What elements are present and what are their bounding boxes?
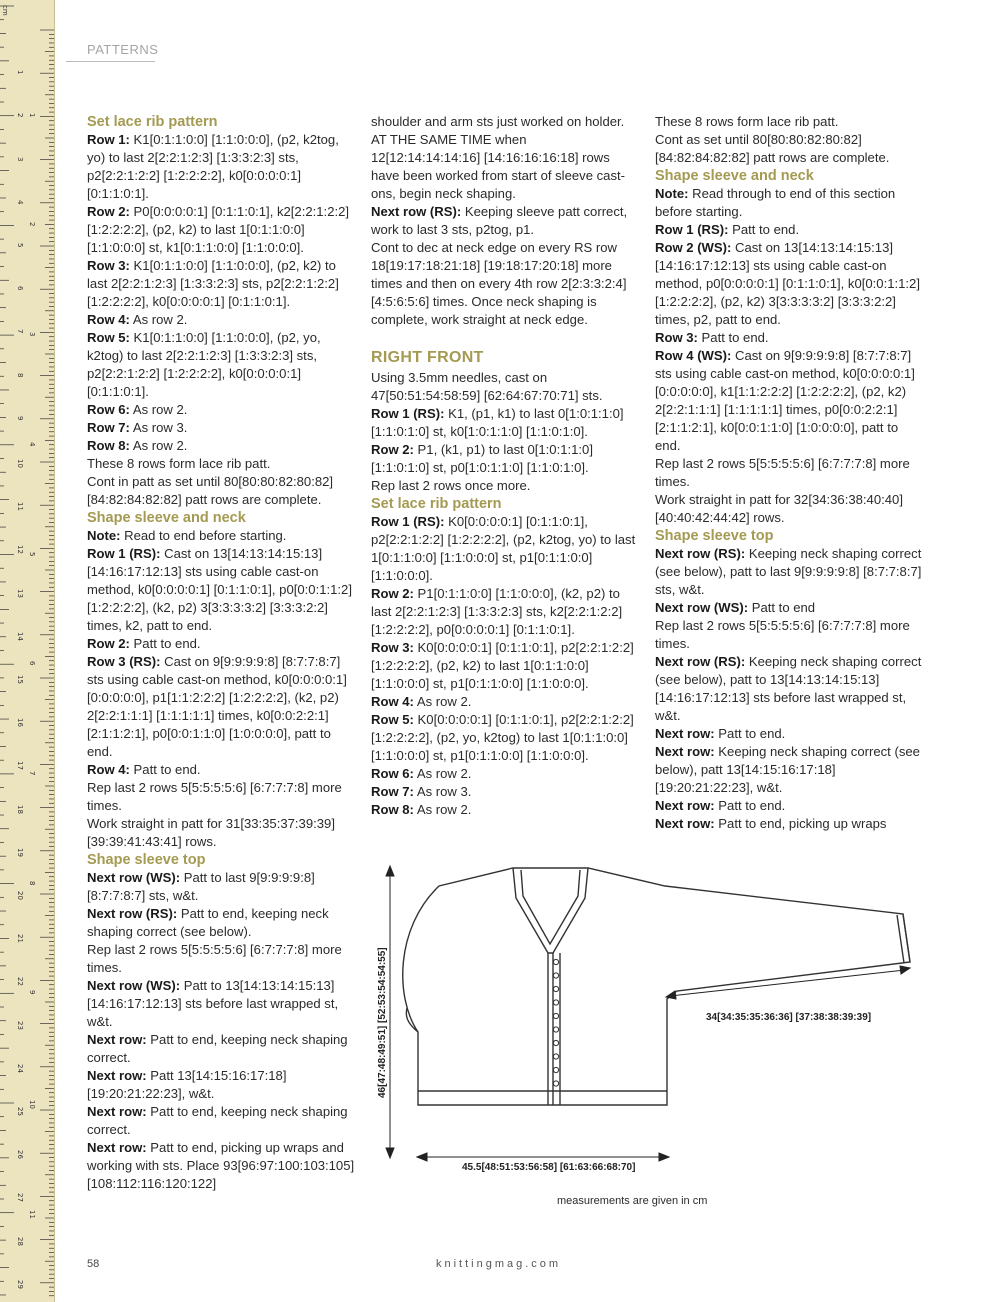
section-heading: RIGHT FRONT	[371, 349, 484, 366]
instruction-line	[371, 639, 639, 693]
instruction-label: Next row (WS):	[655, 600, 749, 615]
buttons	[553, 959, 558, 1086]
subsection-heading: Shape sleeve top	[87, 852, 206, 868]
ruler-inch-number: 10	[28, 1100, 36, 1109]
instruction-text: P1, (k1, p1) to last 0[1:0:1:1:0] [1:1:0:1:0] st, p0[1:0:1:1:0] [1:1:0:1:0].	[371, 442, 593, 475]
instruction-text: Patt to end.	[728, 222, 800, 237]
instruction-text: K1[0:1:1:0:0] [1:1:0:0:0], (p2, k2tog, yo) to last 2[2:2:1:2:3] [1:3:3:2:3] sts, p2[2:2:1:2:2] [1:2:2:2:2], k0[0:0:0:0:1] [0:1:1:0:1].	[87, 132, 339, 201]
instruction-text: Patt 13[14:15:16:17:18] [19:20:21:22:23], w&t.	[87, 1068, 287, 1101]
ruler-strip	[0, 0, 55, 1302]
ruler-cm-number: 8	[16, 372, 24, 378]
instruction-label: Next row:	[655, 816, 715, 831]
paragraph: These 8 rows form lace rib patt.	[655, 114, 839, 129]
instruction-text: Keeping neck shaping correct (see below), patt to 13[14:13:14:15:13] [14:16:17:12:13] sts before last wrapped st, w&t.	[655, 654, 922, 723]
instruction-label: Next row (RS):	[87, 906, 178, 921]
instruction-line	[87, 905, 355, 941]
subsection-heading: Set lace rib pattern	[87, 114, 218, 130]
instruction-line	[655, 185, 923, 221]
ruler-cm-number: 29	[16, 1279, 24, 1289]
subsection-heading: Shape sleeve and neck	[87, 510, 246, 526]
instruction-text: Patt to 13[14:13:14:15:13] [14:16:17:12:13] sts before last wrapped st, w&t.	[87, 978, 339, 1029]
pattern-column-2	[371, 113, 639, 819]
instruction-text: K1[0:1:1:0:0] [1:1:0:0:0], (p2, k2) to last 2[2:2:1:2:3] [1:3:3:2:3] sts, p2[2:2:1:2:2] [1:2:2:2:2], k0[0:0:0:0:1] [0:1:1:0:1].	[87, 258, 339, 309]
cuff-rib	[897, 915, 904, 963]
paragraph: Rep last 2 rows 5[5:5:5:5:6] [6:7:7:7:8] more times.	[655, 456, 910, 489]
instruction-text: As row 2.	[413, 766, 472, 781]
button	[553, 1040, 558, 1045]
instruction-line	[371, 513, 639, 585]
instruction-text: K0[0:0:0:0:1] [0:1:1:0:1], p2[2:2:1:2:2] [1:2:2:2:2], (p2, k2tog, yo) to last 1[0:1:1:0:0] [1:1:0:0:0] st, p1[0:1:1:0:0] [1:1:0:0:0].	[371, 514, 636, 583]
instruction-text: Cast on 9[9:9:9:9:8] [8:7:7:8:7] sts using cable cast-on method, k0[0:0:0:0:1] [0:0:0:0:0], p1[1:1:2:2:2] [1:2:2:2:2], (k2, p2) 2[2:2:1:1:1] [1:1:1:1:1] times, k0[0:0:2:2:1] [2:1:1:2:1], p0[0:0:1:1:0] [1:0:0:0:0], patt to end.	[87, 654, 347, 759]
instruction-label: Row 2:	[87, 204, 130, 219]
instruction-text: K1[0:1:1:0:0] [1:1:0:0:0], (p2, yo, k2tog) to last 2[2:2:1:2:3] [1:3:3:2:3] sts, p2[2:2:1:2:2] [1:2:2:2:2], k0[0:0:0:0:1] [0:1:1:0:1].	[87, 330, 321, 399]
ruler-inch-number: 4	[28, 441, 36, 447]
ruler-inch-number: 6	[28, 661, 36, 666]
instruction-line	[655, 815, 923, 833]
instruction-line	[655, 221, 923, 239]
garment-schematic	[365, 858, 925, 1178]
page-number: 58	[87, 1258, 100, 1270]
instruction-line	[87, 1031, 355, 1067]
ruler-cm-number: 14	[16, 631, 24, 641]
instruction-label: Next row:	[655, 726, 715, 741]
instruction-line	[87, 1103, 355, 1139]
length-label: 46[47:48:49:51] [52:53:54:54:55]	[377, 947, 388, 1098]
paragraph: Work straight in patt for 31[33:35:37:39:39] [39:39:41:43:41] rows.	[87, 816, 335, 849]
ruler-inch-number: 3	[28, 332, 36, 337]
ruler-inch-number: 7	[28, 770, 36, 776]
instruction-text: Patt to end, keeping neck shaping correct (see below).	[87, 906, 329, 939]
ruler-cm-number: 3	[16, 156, 24, 162]
neckband-outer	[513, 868, 588, 953]
instruction-line	[87, 653, 355, 761]
instruction-line	[87, 329, 355, 401]
instruction-label: Row 2:	[87, 636, 130, 651]
instruction-text: K1, (p1, k1) to last 0[1:0:1:1:0] [1:1:0:1:0] st, k0[1:0:1:1:0] [1:1:0:1:0].	[371, 406, 624, 439]
ruler-cm-number: 1	[16, 70, 24, 75]
paragraph: These 8 rows form lace rib patt.	[87, 456, 271, 471]
ruler-cm-number: 16	[16, 718, 24, 728]
instruction-label: Row 4:	[87, 312, 130, 327]
ruler-inch-number: 9	[28, 990, 36, 995]
ruler-inch-number: 11	[28, 1209, 36, 1219]
ruler-cm-number: 17	[16, 761, 24, 771]
instruction-text: Keeping neck shaping correct (see below), patt 13[14:15:16:17:18] [19:20:21:22:23], w&t.	[655, 744, 920, 795]
pattern-column-3	[655, 113, 923, 833]
paragraph: Rep last 2 rows 5[5:5:5:5:6] [6:7:7:7:8] more times.	[655, 618, 910, 651]
instruction-label: Row 2:	[371, 586, 414, 601]
instruction-line	[371, 585, 639, 639]
ruler-unit-label: cm	[1, 5, 9, 16]
ruler-cm-number: 10	[16, 459, 24, 468]
instruction-line	[655, 347, 923, 455]
instruction-line	[87, 635, 355, 653]
instruction-text: Patt to end.	[129, 762, 201, 777]
instruction-label: Row 6:	[371, 766, 414, 781]
instruction-text: Patt to end.	[714, 798, 786, 813]
sleeve-dimension-line	[670, 970, 905, 996]
instruction-label: Row 1 (RS):	[371, 514, 445, 529]
instruction-label: Next row (WS):	[87, 978, 181, 993]
instruction-label: Next row:	[87, 1104, 147, 1119]
instruction-label: Next row (RS):	[371, 204, 462, 219]
paragraph: Cont to dec at neck edge on every RS row 18[19:17:18:21:18] [19:18:17:20:18] more times and then on every 4th row 2[2:3:3:2:4] [4:5:6:5:6] times. Once neck shaping is complete, work straight at neck edge.	[371, 240, 627, 327]
ruler-cm-number: 22	[16, 977, 24, 987]
instruction-line	[655, 545, 923, 599]
ruler-cm-number: 4	[16, 199, 24, 205]
header-divider	[66, 61, 155, 62]
instruction-label: Row 3 (RS):	[87, 654, 161, 669]
ruler-inch-number: 2	[28, 222, 36, 227]
instruction-label: Row 7:	[371, 784, 414, 799]
instruction-label: Next row:	[87, 1068, 147, 1083]
ruler-cm-number: 9	[16, 415, 24, 421]
ruler-cm-number: 28	[16, 1236, 24, 1246]
instruction-line	[655, 599, 923, 617]
instruction-line	[87, 1139, 355, 1193]
paragraph: Cont in patt as set until 80[80:80:82:80:82] [84:82:84:82:82] patt rows are complete.	[87, 474, 334, 507]
instruction-text: As row 2.	[129, 312, 188, 327]
instruction-label: Row 5:	[87, 330, 130, 345]
ruler-cm-number: 19	[16, 847, 24, 857]
instruction-line	[87, 419, 355, 437]
instruction-label: Row 4:	[371, 694, 414, 709]
instruction-label: Row 3:	[655, 330, 698, 345]
instruction-line	[87, 401, 355, 419]
instruction-label: Next row (RS):	[655, 546, 746, 561]
instruction-text: As row 2.	[413, 694, 472, 709]
diagram-caption: measurements are given in cm	[557, 1195, 708, 1207]
ruler-cm-number: 13	[16, 588, 24, 598]
instruction-line	[87, 257, 355, 311]
button	[553, 1067, 558, 1072]
ruler-cm-number: 5	[16, 243, 24, 248]
instruction-label: Next row:	[87, 1140, 147, 1155]
instruction-label: Row 1 (RS):	[655, 222, 729, 237]
ruler-cm-number: 18	[16, 804, 24, 814]
ruler-cm-number: 6	[16, 286, 24, 291]
arrow-left	[417, 1153, 427, 1161]
instruction-label: Row 7:	[87, 420, 130, 435]
instruction-text: Cast on 13[14:13:14:15:13] [14:16:17:12:13] sts using cable cast-on method, p0[0:0:0:0:1] [0:1:1:0:1], k0[0:0:1:1:2] [1:2:2:2:2], (p2, k2) 3[3:3:3:3:2] [3:3:3:2:2] times, p2, patt to end.	[655, 240, 920, 327]
instruction-line	[87, 437, 355, 455]
instruction-line	[371, 693, 639, 711]
instruction-text: Cast on 13[14:13:14:15:13] [14:16:17:12:13] sts using cable cast-on method, k0[0:0:0:0:1] [0:1:1:0:1], p0[0:0:1:1:2] [1:2:2:2:2], (k2, p2) 3[3:3:3:3:2] [3:3:3:2:2] times, k2, patt to end.	[87, 546, 352, 633]
instruction-line	[87, 311, 355, 329]
instruction-text: Patt to end, keeping neck shaping correct.	[87, 1032, 348, 1065]
instruction-line	[87, 977, 355, 1031]
button	[553, 1027, 558, 1032]
instruction-line	[87, 527, 355, 545]
instruction-text: Read to end before starting.	[120, 528, 287, 543]
instruction-label: Next row:	[655, 744, 715, 759]
instruction-text: As row 2.	[413, 802, 472, 817]
instruction-text: As row 3.	[129, 420, 188, 435]
instruction-text: As row 3.	[413, 784, 472, 799]
instruction-line	[87, 131, 355, 203]
paragraph: shoulder and arm sts just worked on holder. AT THE SAME TIME when 12[12:14:14:14:16] [14:16:16:16:18] rows have been worked from start of sleeve cast-ons, begin neck shaping.	[371, 114, 625, 201]
ruler-cm-number: 23	[16, 1020, 24, 1030]
instruction-line	[371, 405, 639, 441]
arrow-right	[659, 1153, 669, 1161]
ruler-cm-number: 27	[16, 1193, 24, 1203]
instruction-line	[87, 545, 355, 635]
instruction-line	[87, 1067, 355, 1103]
instruction-label: Note:	[655, 186, 689, 201]
paragraph: Cont as set until 80[80:80:82:80:82] [84:82:84:82:82] patt rows are complete.	[655, 132, 890, 165]
instruction-text: Patt to end.	[129, 636, 201, 651]
instruction-text: K0[0:0:0:0:1] [0:1:1:0:1], p2[2:2:1:2:2] [1:2:2:2:2], (p2, yo, k2tog) to last 1[0:1:1:0:0] [1:1:0:0:0] st, p1[0:1:1:0:0] [1:1:0:0:0].	[371, 712, 634, 763]
instruction-text: Patt to end, picking up wraps and working with sts. Place 93[96:97:100:103:105] [108:112:116:120:122]	[87, 1140, 355, 1191]
button	[553, 1013, 558, 1018]
arrow-up	[386, 866, 394, 876]
button	[553, 973, 558, 978]
instruction-line	[371, 441, 639, 477]
width-label: 45.5[48:51:53:56:58] [61:63:66:68:70]	[462, 1162, 636, 1173]
ruler-cm-number: 7	[16, 329, 24, 334]
ruler-inch-number: 1	[28, 112, 36, 118]
sleeve-label: 34[34:35:35:36:36] [37:38:38:39:39]	[706, 1012, 872, 1023]
instruction-label: Row 8:	[87, 438, 130, 453]
ruler-inch-number: 5	[28, 551, 36, 556]
instruction-label: Row 8:	[371, 802, 414, 817]
ruler-cm-number: 25	[16, 1107, 24, 1116]
button	[553, 1081, 558, 1086]
ruler-inch-number: 8	[28, 880, 36, 886]
instruction-label: Row 4 (WS):	[655, 348, 732, 363]
instruction-line	[87, 869, 355, 905]
ruler-cm-number: 2	[16, 113, 24, 118]
instruction-line	[371, 203, 639, 239]
arrow-sleeve-end	[900, 966, 910, 974]
instruction-line	[371, 765, 639, 783]
button	[553, 1000, 558, 1005]
ruler-cm-number: 11	[16, 502, 24, 512]
instruction-line	[655, 329, 923, 347]
paragraph: Using 3.5mm needles, cast on 47[50:51:54:58:59] [62:64:67:70:71] sts.	[371, 370, 603, 403]
instruction-label: Row 2:	[371, 442, 414, 457]
neckband-inner	[521, 870, 580, 944]
instruction-text: Patt to end	[748, 600, 816, 615]
subsection-heading: Shape sleeve top	[655, 528, 774, 544]
instruction-line	[87, 203, 355, 257]
instruction-line	[371, 783, 639, 801]
instruction-text: Cast on 9[9:9:9:9:8] [8:7:7:8:7] sts using cable cast-on method, k0[0:0:0:0:1] [0:0:0:0:0], k1[1:1:2:2:2] [1:2:2:2:2], (p2, k2) 2[2:2:1:1:1] [1:1:1:1:1] times, p0[0:0:2:2:1] [2:1:1:2:1], k0[0:0:1:1:0] [1:0:0:0:0], patt to end.	[655, 348, 915, 453]
instruction-label: Row 5:	[371, 712, 414, 727]
paragraph: Rep last 2 rows 5[5:5:5:5:6] [6:7:7:7:8] more times.	[87, 942, 342, 975]
instruction-line	[655, 797, 923, 815]
instruction-label: Next row (RS):	[655, 654, 746, 669]
instruction-text: Patt to end.	[697, 330, 769, 345]
arrow-sleeve-start	[666, 991, 676, 999]
instruction-label: Row 1 (RS):	[87, 546, 161, 561]
instruction-label: Row 6:	[87, 402, 130, 417]
ruler-cm-number: 20	[16, 891, 24, 900]
cardigan-outline	[403, 868, 910, 1105]
instruction-label: Row 3:	[371, 640, 414, 655]
footer-website: knittingmag.com	[436, 1258, 562, 1270]
ruler-cm-number: 26	[16, 1150, 24, 1160]
ruler-cm-number: 12	[16, 545, 24, 555]
instruction-line	[371, 711, 639, 765]
instruction-text: K0[0:0:0:0:1] [0:1:1:0:1], p2[2:2:1:2:2] [1:2:2:2:2], (p2, k2) to last 1[0:1:1:0:0] [1:1:0:0:0] st, p1[0:1:1:0:0] [1:1:0:0:0].	[371, 640, 634, 691]
ruler-cm-number: 21	[16, 934, 24, 944]
paragraph: Rep last 2 rows 5[5:5:5:5:6] [6:7:7:7:8] more times.	[87, 780, 342, 813]
instruction-text: Patt to end, keeping neck shaping correct.	[87, 1104, 348, 1137]
subsection-heading: Shape sleeve and neck	[655, 168, 814, 184]
paragraph: Work straight in patt for 32[34:36:38:40:40] [40:40:42:44:42] rows.	[655, 492, 903, 525]
instruction-label: Row 2 (WS):	[655, 240, 732, 255]
cuff-edge	[903, 914, 910, 962]
button	[553, 1054, 558, 1059]
instruction-label: Next row (WS):	[87, 870, 181, 885]
instruction-text: P1[0:1:1:0:0] [1:1:0:0:0], (k2, p2) to last 2[2:2:1:2:3] [1:3:3:2:3] sts, k2[2:2:1:2:2] [1:2:2:2:2], p0[0:0:0:0:1] [0:1:1:0:1].	[371, 586, 623, 637]
instruction-text: Patt to end, picking up wraps	[714, 816, 887, 831]
subsection-heading: Set lace rib pattern	[371, 496, 502, 512]
instruction-text: Keeping neck shaping correct (see below), patt to last 9[9:9:9:9:8] [8:7:7:8:7] sts, w&t.	[655, 546, 922, 597]
instruction-line	[87, 761, 355, 779]
instruction-line	[655, 239, 923, 329]
arrow-down	[386, 1148, 394, 1158]
instruction-line	[655, 725, 923, 743]
instruction-label: Next row:	[655, 798, 715, 813]
instruction-line	[371, 801, 639, 819]
instruction-line	[655, 653, 923, 725]
instruction-label: Row 3:	[87, 258, 130, 273]
paragraph: Rep last 2 rows once more.	[371, 478, 531, 493]
pattern-column-1	[87, 113, 355, 1193]
section-label: PATTERNS	[87, 42, 159, 57]
ruler-ticks	[0, 0, 54, 1302]
button	[553, 986, 558, 991]
instruction-text: Read through to end of this section before starting.	[655, 186, 896, 219]
instruction-label: Row 1 (RS):	[371, 406, 445, 421]
instruction-text: As row 2.	[129, 438, 188, 453]
instruction-text: Keeping sleeve patt correct, work to last 3 sts, p2tog, p1.	[371, 204, 628, 237]
instruction-label: Next row:	[87, 1032, 147, 1047]
instruction-label: Note:	[87, 528, 121, 543]
button	[553, 959, 558, 964]
instruction-text: As row 2.	[129, 402, 188, 417]
ruler-cm-number: 15	[16, 675, 24, 684]
instruction-text: Patt to last 9[9:9:9:9:8] [8:7:7:8:7] sts, w&t.	[87, 870, 315, 903]
instruction-text: Patt to end.	[714, 726, 786, 741]
instruction-label: Row 1:	[87, 132, 130, 147]
instruction-line	[655, 743, 923, 797]
instruction-text: P0[0:0:0:0:1] [0:1:1:0:1], k2[2:2:1:2:2] [1:2:2:2:2], (p2, k2) to last 1[0:1:1:0:0] [1:1:0:0:0] st, k1[0:1:1:0:0] [1:1:0:0:0].	[87, 204, 350, 255]
instruction-label: Row 4:	[87, 762, 130, 777]
ruler-cm-number: 24	[16, 1063, 24, 1073]
